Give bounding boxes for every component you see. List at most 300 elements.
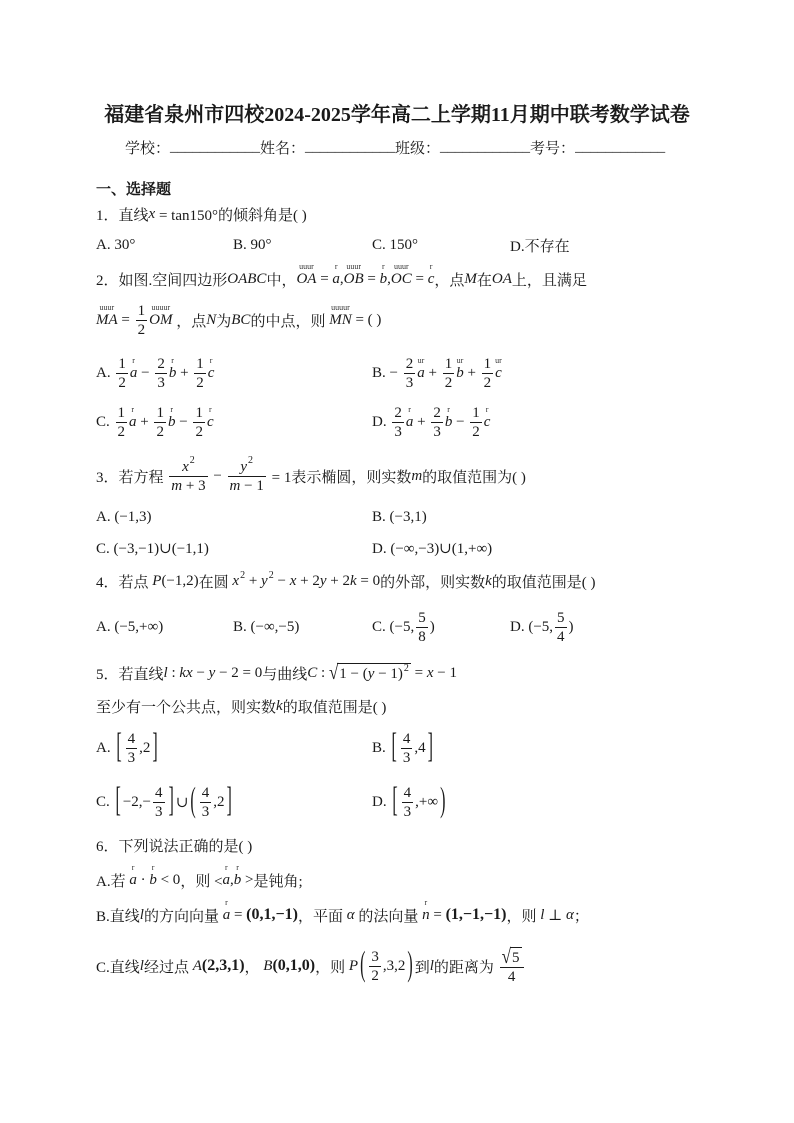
text-run: A. (−5,+∞) <box>96 618 164 635</box>
text-run: 3 <box>155 803 163 820</box>
fraction-denominator <box>401 749 413 767</box>
text-run: 中， <box>266 272 297 289</box>
text-run: 1 <box>195 404 203 421</box>
q5-option-a <box>96 726 160 770</box>
math-variable: P <box>152 572 162 589</box>
text-run: 3 <box>402 749 411 766</box>
text-run: = 0 <box>356 572 381 589</box>
text-run: ⊥ <box>544 907 567 924</box>
tall-bracket: ] <box>226 782 232 820</box>
vector <box>329 302 352 329</box>
text-run: = <box>410 664 427 681</box>
text-run: + <box>463 364 480 381</box>
vector-letters: c <box>495 364 502 381</box>
q2-option-b <box>372 351 502 395</box>
text-run: B. <box>372 739 390 756</box>
text-run: 4 <box>155 784 163 801</box>
math-variable: l <box>139 957 144 974</box>
fraction <box>369 948 381 985</box>
text-run: − <box>137 364 154 381</box>
fraction-numerator <box>404 355 416 374</box>
q4-stem <box>96 559 596 603</box>
fraction <box>431 404 443 441</box>
vector-letters: OA <box>296 270 317 287</box>
superscript: 2 <box>268 569 274 581</box>
vector <box>149 862 157 889</box>
tall-bracket: ] <box>152 728 158 766</box>
vector-letters: MA <box>96 311 118 328</box>
text-run: B. − <box>372 364 402 381</box>
text-run: 上，且满足 <box>511 272 587 289</box>
text-run: − <box>209 467 226 484</box>
math-variable: l <box>163 664 168 681</box>
text-run: 2 <box>394 404 402 421</box>
vector-arrow-mark: uuur <box>393 261 409 271</box>
text-run: C. (−5, <box>372 618 415 635</box>
text-run: C. (−3,−1)∪(−1,1) <box>96 540 209 557</box>
vector-arrow-mark: uuur <box>346 261 361 271</box>
fraction-numerator <box>194 355 206 374</box>
vector-letters: OB <box>343 270 364 287</box>
vector-arrow-mark: r <box>408 404 411 414</box>
text-run: ，则 <box>506 908 541 925</box>
vector <box>168 355 177 382</box>
text-run: 3 <box>394 423 402 440</box>
tall-bracket: ) <box>407 946 413 984</box>
text-run: 4 <box>402 730 411 747</box>
tall-bracket: ( <box>190 782 196 820</box>
fraction <box>392 404 404 441</box>
text-run: + <box>413 413 430 430</box>
text-run: 2 <box>157 355 165 372</box>
fraction-denominator <box>404 374 416 392</box>
bold-coordinates: (0,1,−1) <box>246 906 298 923</box>
vector-arrow-mark: uuur <box>99 302 115 312</box>
text-run: ) <box>429 618 435 635</box>
vector-arrow-mark: r <box>334 261 338 271</box>
math-variable: P <box>348 957 359 974</box>
fraction <box>500 944 524 986</box>
text-run: 4 <box>201 784 210 801</box>
vector-arrow-mark: r <box>208 404 212 414</box>
text-run: = tan150°的倾斜角是( ) <box>155 207 307 224</box>
text-run: 5 <box>512 949 520 966</box>
math-variable: y <box>367 665 375 682</box>
fraction-numerator <box>116 404 128 423</box>
q4-option-d <box>510 605 574 649</box>
school-label: 学校： <box>125 140 171 157</box>
text-run: 的取值范围为( ) <box>422 469 526 486</box>
text-run: 2．如图.空间四边形 <box>96 272 228 289</box>
text-run: 3 <box>371 948 379 965</box>
vector-arrow-mark: r <box>485 404 489 414</box>
fraction-numerator <box>470 404 482 423</box>
q3-stem <box>96 454 526 498</box>
radical-sign: √ <box>501 944 512 968</box>
text-run: = ( ) <box>351 311 382 328</box>
q6-statement-b <box>96 893 589 937</box>
text-run: = <box>429 906 446 923</box>
fraction-numerator <box>153 784 165 803</box>
fraction-numerator <box>169 454 207 477</box>
vector <box>483 404 491 431</box>
q6-statement-c <box>96 944 526 988</box>
text-run: + <box>136 413 153 430</box>
text-run: 2 <box>444 374 453 391</box>
text-run: 2 <box>472 423 480 440</box>
vector <box>129 862 137 889</box>
text-run: − 1 <box>240 477 264 494</box>
vector-arrow-mark: ur <box>495 355 502 365</box>
math-variable: m <box>229 477 241 494</box>
tall-bracket: [ <box>392 782 398 820</box>
fraction-denominator <box>431 423 443 441</box>
vector <box>149 302 173 329</box>
tall-bracket: [ <box>116 728 122 766</box>
fraction-denominator <box>470 423 482 441</box>
fraction-numerator <box>154 404 166 423</box>
text-run: 为 <box>216 313 232 330</box>
superscript: 2 <box>240 569 246 581</box>
fraction <box>228 454 266 495</box>
text-run: − 1) <box>374 665 403 682</box>
text-run: 的距离为 <box>433 959 498 976</box>
fraction-numerator <box>401 730 413 749</box>
vector-arrow-mark: r <box>424 897 428 907</box>
vector <box>222 897 231 924</box>
text-run: D.不存在 <box>510 238 570 255</box>
fraction-numerator <box>155 355 167 374</box>
fraction-numerator <box>392 404 404 423</box>
fraction <box>116 404 128 441</box>
tall-bracket: ( <box>360 946 366 984</box>
vector-arrow-mark: r <box>236 862 239 872</box>
q4-option-a <box>96 605 163 649</box>
text-run: D. <box>372 793 391 810</box>
text-run: < 0 <box>156 871 181 888</box>
text-run: 6．下列说法正确的是( ) <box>96 838 253 855</box>
class-label: 班级： <box>395 140 441 157</box>
q2-option-a <box>96 351 214 395</box>
text-run: D. <box>372 413 391 430</box>
text-run: 3 <box>201 803 210 820</box>
text-run: 2 <box>137 321 146 338</box>
text-run: 1 <box>137 302 146 319</box>
exam-number-label: 考号： <box>530 140 576 157</box>
vector-arrow-mark: uuur <box>299 261 314 271</box>
vector <box>405 404 414 431</box>
q5-option-b <box>372 726 435 770</box>
text-run: 3．若方程 <box>96 469 168 486</box>
text-run: −2,− <box>122 793 152 810</box>
text-run: ，则 <box>315 959 349 976</box>
text-run: B. 90° <box>233 236 272 253</box>
vector-letters: c <box>483 413 491 430</box>
vector-letters: MN <box>329 311 352 328</box>
fraction-denominator <box>482 374 494 392</box>
vector-letters: b <box>456 364 464 381</box>
q2-stem-line-2 <box>96 298 381 342</box>
vector <box>427 261 435 288</box>
text-run: 1 <box>444 355 453 372</box>
text-run: > <box>241 871 254 888</box>
vector <box>379 261 388 288</box>
text-run: ,4 <box>414 739 426 756</box>
fraction <box>154 404 166 441</box>
vector-arrow-mark: uuuur <box>151 302 171 312</box>
text-run: + <box>176 364 193 381</box>
vector-letters: a <box>332 270 340 287</box>
fraction-numerator <box>431 404 443 423</box>
fraction-denominator <box>154 423 166 441</box>
radicand <box>510 947 522 967</box>
text-run: 4．若点 <box>96 574 153 591</box>
fraction-denominator <box>555 628 567 646</box>
text-run: 的外部，则实数 <box>380 574 486 591</box>
text-run: + 2 <box>326 572 350 589</box>
text-run: 1 <box>483 355 492 372</box>
fraction-denominator <box>200 803 212 821</box>
text-run: − <box>273 572 290 589</box>
math-variable: x <box>182 458 189 475</box>
text-run: 到 <box>414 959 430 976</box>
fraction-numerator <box>193 404 205 423</box>
vector <box>296 261 317 288</box>
fraction-numerator <box>136 302 148 321</box>
tall-bracket: ) <box>440 782 446 820</box>
math-variable: x <box>289 572 297 589</box>
text-run: ，点 <box>172 313 207 330</box>
fraction-numerator <box>482 355 494 374</box>
text-run: 的取值范围是( ) <box>491 574 596 591</box>
bold-coordinates: (2,3,1) <box>201 957 245 974</box>
math-variable: C <box>307 664 318 681</box>
text-run: A.若 <box>96 873 130 890</box>
vector-letters: c <box>206 413 214 430</box>
math-variable: OA <box>491 270 512 287</box>
text-run: 的中点，则 <box>250 313 330 330</box>
name-label: 姓名： <box>260 140 306 157</box>
math-variable: k <box>276 697 283 714</box>
vector <box>167 404 176 431</box>
vector-letters: b <box>168 364 177 381</box>
text-run: 是钝角; <box>253 873 303 890</box>
text-run: 2 <box>117 423 126 440</box>
math-variable: x <box>148 205 156 222</box>
fraction <box>443 355 455 392</box>
fraction-denominator <box>136 321 148 339</box>
student-info-line <box>125 137 665 157</box>
text-run: 3 <box>403 803 412 820</box>
vector <box>343 261 364 288</box>
fraction-denominator <box>228 477 266 495</box>
fraction-denominator <box>500 968 524 986</box>
fraction <box>555 609 567 646</box>
text-run: 2 <box>196 374 204 391</box>
fraction-numerator <box>416 609 428 628</box>
text-run: 的法向量 <box>354 908 423 925</box>
vector-letters: a <box>405 413 414 430</box>
math-variable: l <box>540 906 545 923</box>
text-run: 5 <box>418 609 426 626</box>
text-run: 2 <box>405 355 414 372</box>
text-run: − 2 = 0 <box>215 664 263 681</box>
text-run: 的取值范围是( ) <box>282 699 387 716</box>
text-run: A. (−1,3) <box>96 508 152 525</box>
q4-option-b <box>233 605 299 649</box>
square-root <box>329 663 411 683</box>
text-run: − 1 <box>433 664 458 681</box>
text-run: B.直线 <box>96 908 140 925</box>
class-blank: ____________ <box>440 138 531 155</box>
text-run: 1 <box>196 355 204 372</box>
text-run: 1 <box>472 404 480 421</box>
text-run: ， <box>244 959 264 976</box>
q5-stem-line-2 <box>96 684 386 728</box>
fraction-denominator <box>153 803 165 821</box>
vector-letters: b <box>444 413 453 430</box>
vector-letters: a <box>222 871 231 888</box>
math-variable: x <box>426 664 434 681</box>
text-run: − <box>175 413 192 430</box>
text-run: A. 30° <box>96 236 136 253</box>
text-run: − <box>192 664 209 681</box>
fraction-denominator <box>155 374 167 392</box>
fraction <box>402 784 414 821</box>
math-variable: x <box>232 572 240 589</box>
text-run: 2 <box>483 374 492 391</box>
math-variable: α <box>566 906 574 923</box>
superscript: 2 <box>248 454 254 466</box>
vector <box>207 355 215 382</box>
text-run: , <box>387 270 391 287</box>
vector-letters: b <box>167 413 176 430</box>
text-run: : <box>167 664 180 681</box>
tall-bracket: [ <box>391 728 397 766</box>
vector-letters: c <box>427 270 435 287</box>
q2-stem-line-1 <box>96 257 587 301</box>
q2-option-c <box>96 400 214 444</box>
math-variable: l <box>139 906 144 923</box>
fraction <box>482 355 494 392</box>
fraction <box>404 355 416 392</box>
math-variable: y <box>261 572 268 589</box>
text-run: 3 <box>127 749 136 766</box>
vector-arrow-mark: ur <box>417 355 425 365</box>
text-run: 2 <box>433 404 441 421</box>
fraction-denominator <box>116 423 128 441</box>
text-run: 与曲线 <box>262 666 308 683</box>
fraction <box>155 355 167 392</box>
vector-arrow-mark: uuuur <box>331 302 350 312</box>
text-run: 5．若直线 <box>96 666 164 683</box>
name-blank: ____________ <box>305 138 396 155</box>
text-run: ∪ <box>175 794 189 811</box>
text-run: ,3,2 <box>382 957 406 974</box>
fraction-denominator <box>169 477 207 495</box>
fraction-numerator <box>402 784 414 803</box>
fraction-numerator <box>555 609 567 628</box>
vector-letters: c <box>207 364 215 381</box>
math-variable: A <box>192 957 202 974</box>
vector <box>456 355 464 382</box>
math-variable: k <box>485 572 492 589</box>
math-variable: BC <box>231 311 251 328</box>
text-run: C. <box>96 413 114 430</box>
vector-letters: b <box>379 270 388 287</box>
text-run: : <box>317 664 329 681</box>
text-run: 至少有一个公共点，则实数 <box>96 699 277 716</box>
text-run: = 1表示椭圆，则实数 <box>267 469 412 486</box>
text-run: ,2 <box>213 793 225 810</box>
text-run: 4 <box>403 784 412 801</box>
text-run: 4 <box>127 730 136 747</box>
vector-arrow-mark: r <box>382 261 385 271</box>
text-run: A. <box>96 739 115 756</box>
vector-letters: a <box>129 871 137 888</box>
fraction-denominator <box>392 423 404 441</box>
math-variable: y <box>319 572 327 589</box>
text-run: · <box>136 871 150 888</box>
text-run: ,+∞ <box>415 793 439 810</box>
text-run: = <box>117 311 134 328</box>
fraction <box>416 609 428 646</box>
school-blank: ____________ <box>170 138 261 155</box>
fraction <box>401 730 413 767</box>
fraction-numerator <box>500 944 524 968</box>
math-variable: l <box>429 957 434 974</box>
tall-bracket: ] <box>168 782 174 820</box>
text-run: ； <box>573 908 589 925</box>
exam-number-blank: ____________ <box>575 138 666 155</box>
math-variable: m <box>411 467 423 484</box>
text-run: = <box>411 270 428 287</box>
vector-arrow-mark: ur <box>456 355 464 365</box>
text-run: 3 <box>433 423 441 440</box>
text-run: 3 <box>157 374 165 391</box>
fraction <box>136 302 148 339</box>
vector <box>390 261 412 288</box>
text-run: (−1,2) <box>161 572 199 589</box>
math-variable: m <box>171 477 183 494</box>
fraction-denominator <box>416 628 428 646</box>
vector <box>222 862 231 889</box>
fraction-numerator <box>200 784 212 803</box>
vector <box>422 897 430 924</box>
fraction-denominator <box>443 374 455 392</box>
text-run: ,2 <box>139 739 151 756</box>
q5-option-d <box>372 780 447 824</box>
fraction <box>470 404 482 441</box>
text-run: 的方向向量 <box>143 908 223 925</box>
text-run: ，则 < <box>180 873 223 890</box>
fraction-numerator <box>369 948 381 967</box>
fraction-denominator <box>193 423 205 441</box>
fraction-denominator <box>116 374 128 392</box>
math-variable: y <box>240 458 248 475</box>
text-run: ，点 <box>434 272 465 289</box>
vector-arrow-mark: r <box>132 355 135 365</box>
fraction <box>116 355 128 392</box>
superscript: 2 <box>403 662 409 674</box>
q5-option-c <box>96 780 234 824</box>
vector <box>417 355 425 382</box>
vector-arrow-mark: r <box>131 862 135 872</box>
vector <box>233 862 242 889</box>
text-run: 8 <box>418 628 426 645</box>
fraction-numerator <box>443 355 455 374</box>
superscript: 2 <box>189 454 195 466</box>
